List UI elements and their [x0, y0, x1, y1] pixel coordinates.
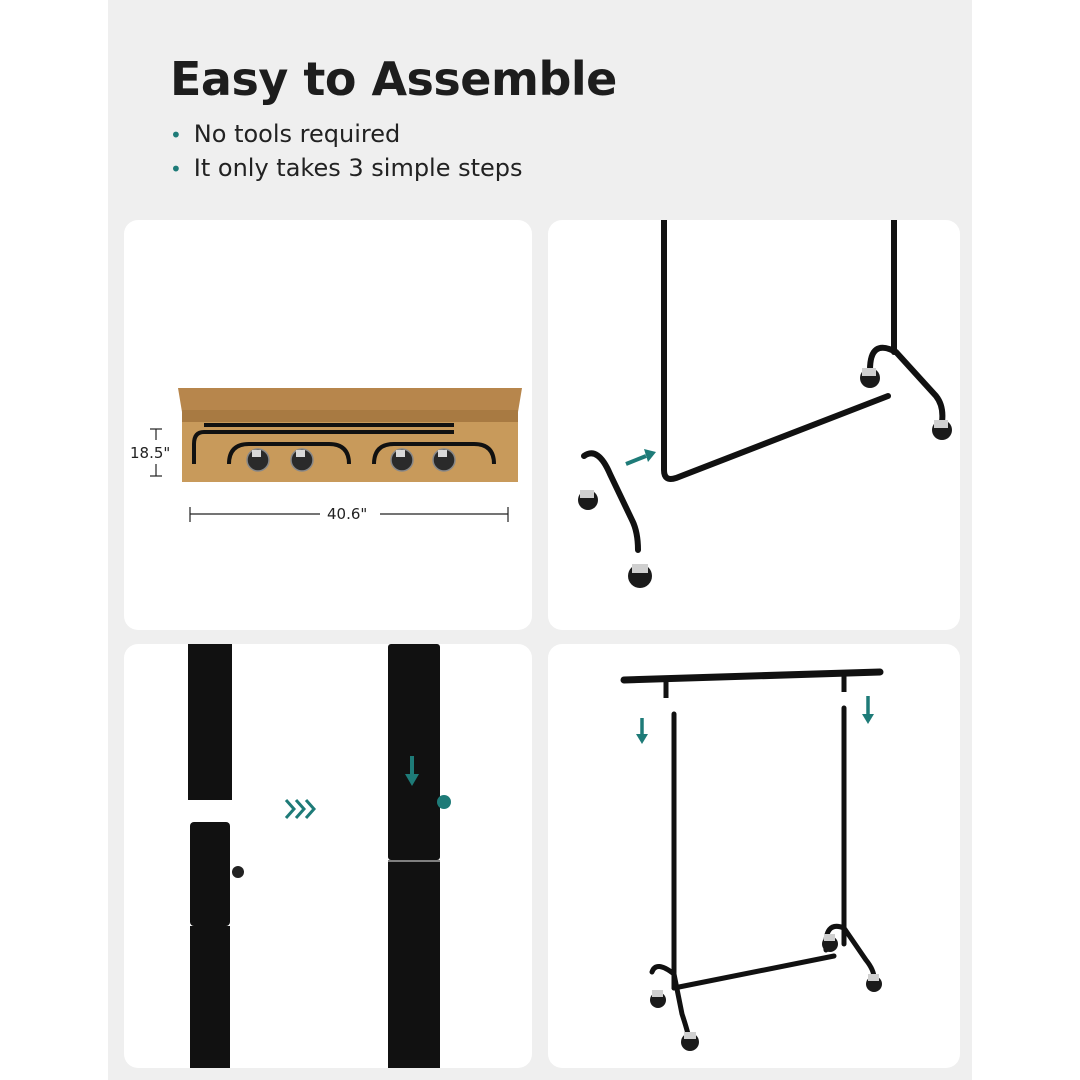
rack-frame-illustration — [548, 220, 960, 630]
teal-arrow-icon — [862, 696, 874, 724]
joined-tube — [388, 644, 440, 860]
card-step-connect-poles — [124, 644, 532, 1068]
caster-wheel — [628, 564, 652, 588]
triple-chevron-icon — [286, 800, 314, 818]
bullet-dot-icon: • — [170, 123, 182, 147]
caster-wheel — [860, 368, 880, 388]
feature-item-three-steps: • It only takes 3 simple steps — [170, 154, 523, 182]
feature-list — [170, 118, 523, 186]
package-illustration — [124, 220, 532, 630]
page-title: Easy to Assemble — [170, 52, 617, 106]
caster-wheel — [681, 1032, 699, 1051]
width-dimension-label: 40.6" — [327, 505, 368, 523]
bullet-dot-icon: • — [170, 157, 182, 181]
feature-item-no-tools: • No tools required — [170, 120, 401, 148]
pole-connection-illustration — [124, 644, 532, 1068]
caster-wheel — [866, 974, 882, 992]
assembled-rack-illustration — [548, 644, 960, 1068]
caster-wheel — [578, 490, 598, 510]
locking-pin — [232, 866, 244, 878]
card-step-attach-rail — [548, 644, 960, 1068]
caster-wheel — [650, 990, 666, 1008]
teal-arrow-icon — [636, 718, 648, 744]
card-step-attach-base — [548, 220, 960, 630]
height-dimension-label: 18.5" — [130, 444, 171, 462]
caster-wheel — [932, 420, 952, 440]
locking-pin — [437, 795, 451, 809]
upper-tube — [188, 644, 232, 800]
lower-tube — [190, 822, 230, 926]
card-package — [124, 220, 532, 630]
caster-wheel — [822, 934, 838, 952]
teal-arrow-icon — [626, 449, 656, 464]
